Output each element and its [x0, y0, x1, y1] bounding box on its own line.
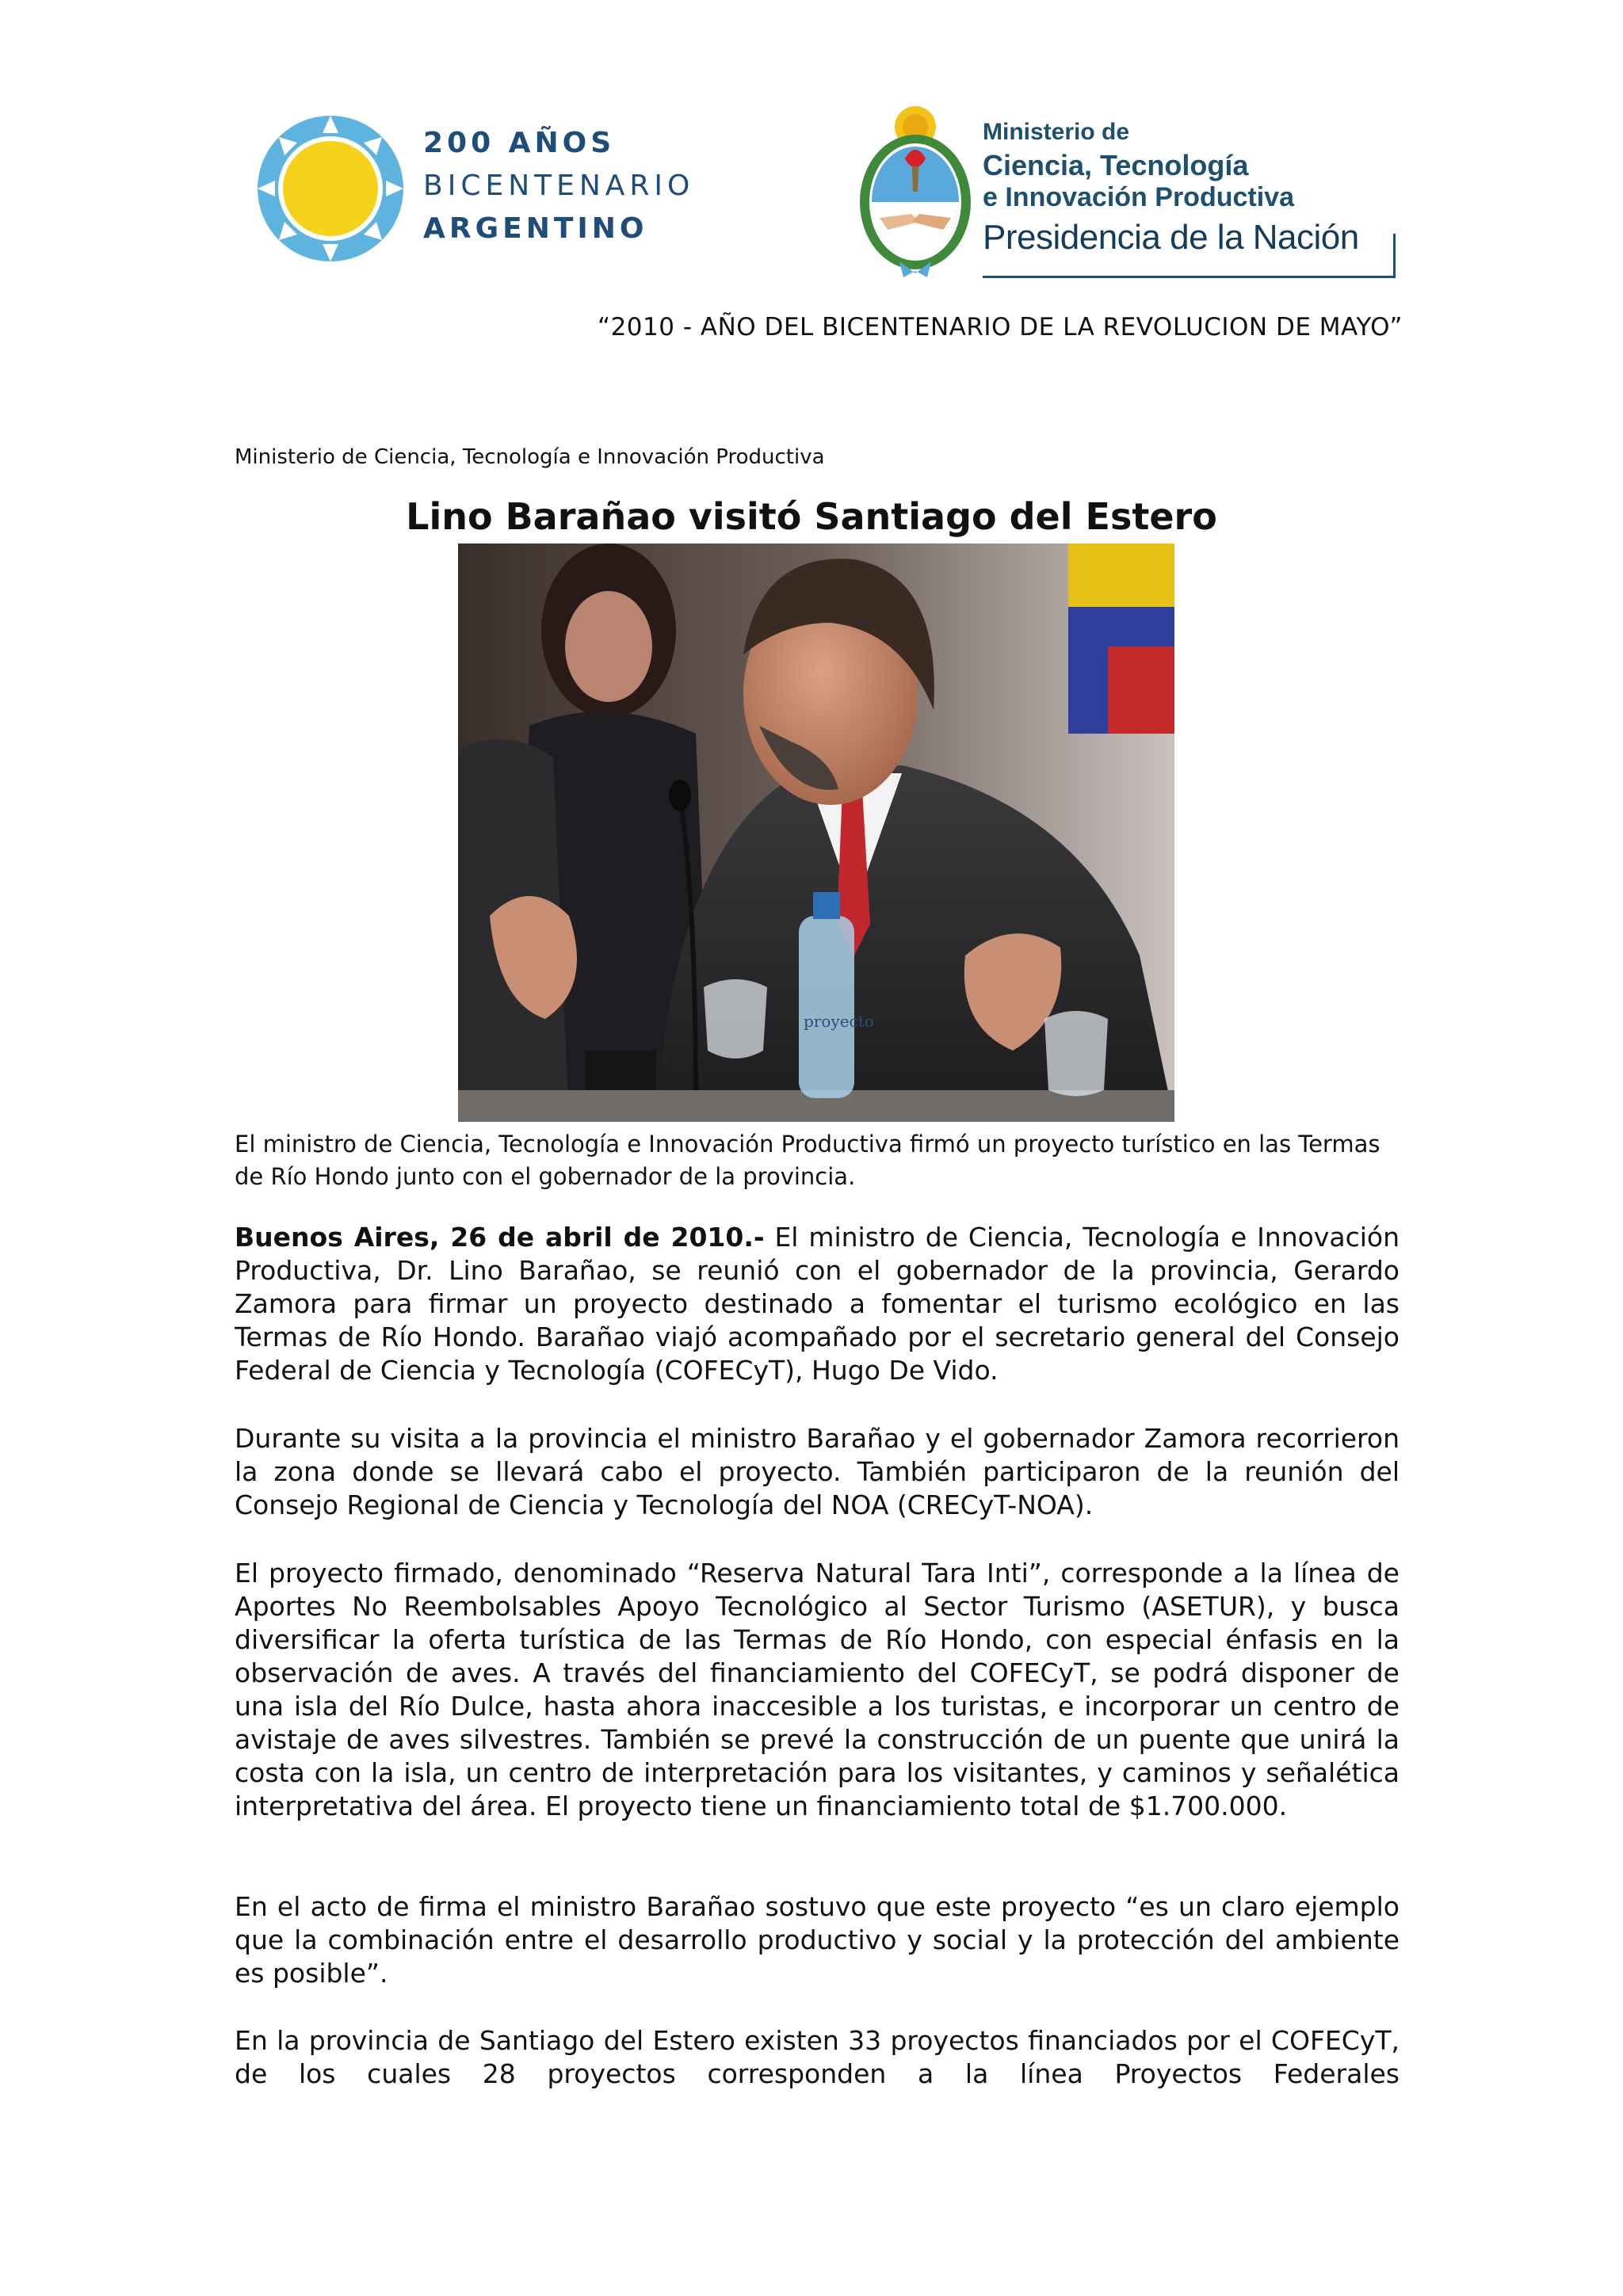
bicentenario-line2: BICENTENARIO — [423, 170, 695, 202]
paragraph-1-body: El ministro de Ciencia, Tecnología e Innovación Productiva, Dr. Lino Barañao, se reunió con el gobernador de la provincia, Gerardo Zamora para firmar un proyecto destinado a fomentar el turismo ecológico en las Termas de Río Hondo. Barañao viajó acompañado por el secretario general del Consejo Federal de Ciencia y Tecnología (COFECyT), Hugo De Vido. — [235, 1222, 1400, 1386]
dateline: Buenos Aires, 26 de abril de 2010.- — [235, 1222, 765, 1253]
paragraph-2: Durante su visita a la provincia el ministro Barañao y el gobernador Zamora recorrieron la zona donde se llevará cabo el proyecto. También participaron de la reunión del Consejo Regional de Ciencia y Tecnología del NOA (CRECyT-NOA). — [235, 1423, 1400, 1520]
photo-illustration — [458, 543, 1174, 1122]
sun-emblem-icon — [255, 113, 406, 264]
presidencia-line: Presidencia de la Nación — [983, 218, 1359, 257]
ministerio-logo — [856, 103, 1395, 281]
press-photo — [458, 543, 1174, 1122]
paragraph-1 — [235, 1221, 1400, 1387]
paragraph-4: En el acto de firma el ministro Barañao sostuvo que este proyecto “es un claro ejemplo que la combinación entre el desarrollo productivo y social y la protección del ambiente es posible”. — [235, 1891, 1400, 1989]
bicentenario-line3: ARGENTINO — [423, 212, 648, 245]
motto: “2010 - AÑO DEL BICENTENARIO DE LA REVOLUCION DE MAYO” — [598, 313, 1403, 341]
ministerio-line2: Ciencia, Tecnología — [983, 149, 1249, 181]
photo-caption: El ministro de Ciencia, Tecnología e Innovación Productiva firmó un proyecto turístico en las Termas de Río Hondo junto con el gobernador de la provincia. — [235, 1131, 1381, 1190]
paragraph-3: El proyecto firmado, denominado “Reserva Natural Tara Inti”, corresponde a la línea de Aportes No Reembolsables Apoyo Tecnológico al Sector Turismo (ASETUR), y busca diversificar la oferta turística de las Termas de Río Hondo, con especial énfasis en la observación de aves. A través del financiamiento del COFECyT, se podrá disponer de una isla del Río Dulce, hasta ahora inaccesible a los turistas, e incorporar un centro de avistaje de aves silvestres. También se prevé la construcción de un puente que unirá la costa con la isla, un centro de interpretación para los visitantes, y caminos y señalética interpretativa del área. El proyecto tiene un financiamiento total de $1.700.000. — [235, 1558, 1400, 1821]
paragraph-5: En la provincia de Santiago del Estero existen 33 proyectos financiados por el COFECyT, de los cuales 28 proyectos corresponden a la línea Proyectos Federales — [235, 2025, 1400, 2089]
bicentenario-logo — [255, 109, 715, 268]
bicentenario-line1: 200 AÑOS — [423, 127, 616, 159]
ministerio-line1: Ministerio de — [983, 119, 1130, 145]
logo-underline — [983, 276, 1396, 278]
coat-of-arms-icon — [856, 103, 975, 281]
ministerio-line3: e Innovación Productiva — [983, 182, 1294, 212]
logo-divider — [1393, 234, 1396, 278]
ministry-line: Ministerio de Ciencia, Tecnología e Innovación Productiva — [235, 445, 825, 469]
bottle-label: proyecto — [804, 1012, 874, 1031]
headline: Lino Barañao visitó Santiago del Estero — [406, 495, 1217, 538]
